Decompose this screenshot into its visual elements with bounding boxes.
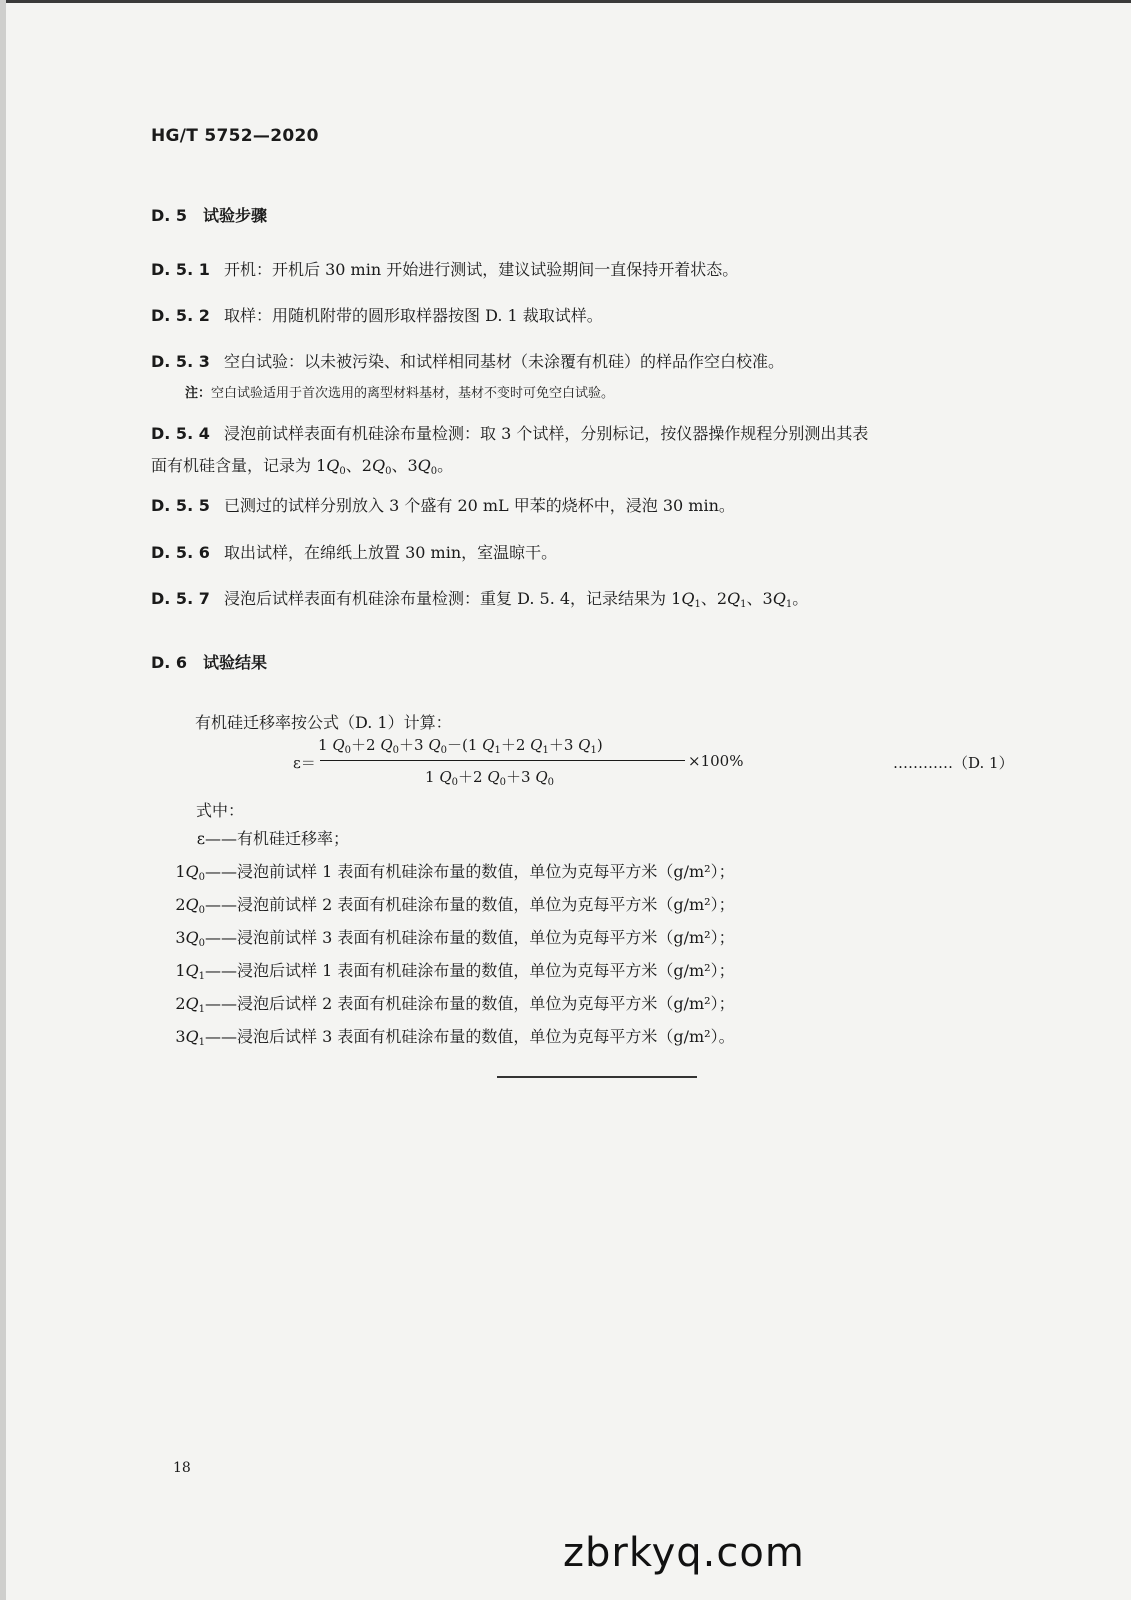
variable-definition <box>160 859 920 883</box>
step-text-line2: 面有机硅含量，记录为 <box>151 456 317 475</box>
variable-symbol: $3Q_0$ <box>175 928 205 949</box>
note-text: 空白试验适用于首次选用的离型材料基材，基材不变时可免空白试验。 <box>211 386 615 401</box>
step-text: 空白试验：以未被污染、和试样相同基材（未涂覆有机硅）的样品作空白校准。 <box>224 352 785 371</box>
step-number: D. 5. 5 <box>151 496 210 515</box>
formula-numerator: 1 $Q_0+2$ $Q_0+3$ $Q_0-(1$ $Q_1+2$ $Q_1+3$ $Q_1$) <box>318 736 603 756</box>
variable-definition <box>160 826 920 849</box>
step-d-5-4: D. 5. 4 浸泡前试样表面有机硅涂布量检测：取 3 个试样，分别标记，按仪器操作规程分别测出其表 面有机硅含量，记录为 $1Q_0$、$2Q_0$、$3Q_0$。 <box>151 418 1031 488</box>
formula-lhs: ε＝ <box>293 754 316 772</box>
step-d-5-1 <box>151 254 1031 286</box>
variable-definition <box>160 925 920 949</box>
step-number: D. 5. 2 <box>151 306 210 325</box>
section-number: D. 5 <box>151 206 188 225</box>
step-text: 已测过的试样分别放入 3 个盛有 20 mL 甲苯的烧杯中，浸泡 30 min。 <box>224 496 735 515</box>
variable-description: ——浸泡后试样 1 表面有机硅涂布量的数值，单位为克每平方米（g/m²）； <box>205 961 735 980</box>
step-number: D. 5. 3 <box>151 352 210 371</box>
variable-symbol: $1Q_0$ <box>175 862 205 883</box>
step-d-5-7: D. 5. 7 浸泡后试样表面有机硅涂布量检测：重复 D. 5. 4，记录结果为 $1Q_1$、$2Q_1$、$3Q_1$。 <box>151 583 1031 621</box>
step-text: 浸泡后试样表面有机硅涂布量检测：重复 D. 5. 4，记录结果为 <box>224 589 672 608</box>
step-text: 取出试样，在绵纸上放置 30 min，室温晾干。 <box>224 543 558 562</box>
variable-description: ——浸泡前试样 1 表面有机硅涂布量的数值，单位为克每平方米（g/m²）； <box>205 862 735 881</box>
variable-description: ——浸泡前试样 2 表面有机硅涂布量的数值，单位为克每平方米（g/m²）； <box>205 895 735 914</box>
variable-description: ——有机硅迁移率； <box>205 829 350 848</box>
step-d-5-6 <box>151 537 1031 569</box>
variable-symbol: $2Q_1$ <box>175 994 205 1015</box>
variable-symbol: $3Q_1$ <box>175 1027 205 1048</box>
variable-symbol: ε <box>196 829 205 848</box>
watermark-text: zbrkyq.com <box>563 1530 805 1576</box>
formula-denominator: 1 $Q_0+2$ $Q_0+3$ $Q_0$ <box>425 768 554 788</box>
variable-definition <box>160 892 920 916</box>
variable-definition <box>160 958 920 982</box>
variable-definition <box>160 991 920 1015</box>
formula-factor: ×100% <box>688 752 744 770</box>
variable-symbol: $1Q_1$ <box>175 961 205 982</box>
variable-description: ——浸泡后试样 3 表面有机硅涂布量的数值，单位为克每平方米（g/m²）。 <box>205 1027 735 1046</box>
step-d-5-2 <box>151 300 1031 332</box>
step-number: D. 5. 7 <box>151 589 210 608</box>
equation-number: …………（D. 1） <box>893 754 1014 772</box>
step-number: D. 5. 1 <box>151 260 210 279</box>
step-number: D. 5. 6 <box>151 543 210 562</box>
formula-intro: 有机硅迁移率按公式（D. 1）计算： <box>195 713 452 732</box>
scan-top-border <box>0 0 1131 3</box>
step-text: 取样：用随机附带的圆形取样器按图 D. 1 裁取试样。 <box>224 306 603 325</box>
section-number: D. 6 <box>151 653 188 672</box>
step-d-5-3 <box>151 346 1031 378</box>
document-code: HG/T 5752—2020 <box>151 126 319 146</box>
section-heading-d5 <box>151 203 267 226</box>
step-text-line1: 浸泡前试样表面有机硅涂布量检测：取 3 个试样，分别标记，按仪器操作规程分别测出其表 <box>224 424 869 443</box>
variable-definition <box>160 1024 920 1048</box>
page-number: 18 <box>173 1460 191 1476</box>
section-title: 试验步骤 <box>203 206 268 225</box>
where-label: 式中： <box>196 801 245 820</box>
section-heading-d6 <box>151 650 267 673</box>
section-title: 试验结果 <box>203 653 268 672</box>
step-number: D. 5. 4 <box>151 424 210 443</box>
note-label: 注： <box>185 386 212 401</box>
end-of-document-rule <box>497 1076 697 1078</box>
scan-left-edge <box>0 0 6 1600</box>
note <box>185 382 614 401</box>
fraction-bar <box>320 760 685 761</box>
step-text: 开机：开机后 30 min 开始进行测试，建议试验期间一直保持开着状态。 <box>224 260 739 279</box>
step-d-5-5 <box>151 490 1031 522</box>
variable-symbol: $2Q_0$ <box>175 895 205 916</box>
variable-description: ——浸泡前试样 3 表面有机硅涂布量的数值，单位为克每平方米（g/m²）； <box>205 928 735 947</box>
variable-description: ——浸泡后试样 2 表面有机硅涂布量的数值，单位为克每平方米（g/m²）； <box>205 994 735 1013</box>
